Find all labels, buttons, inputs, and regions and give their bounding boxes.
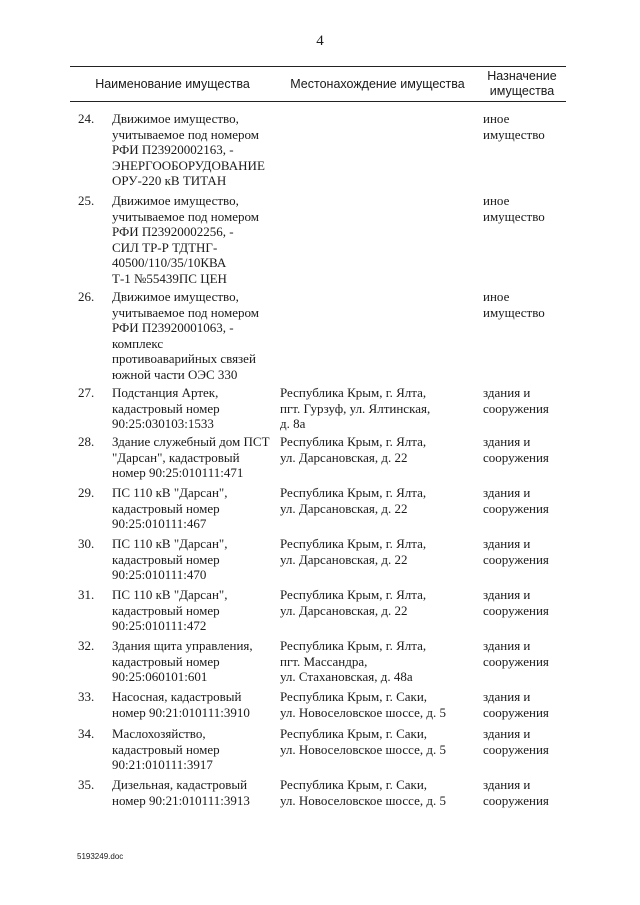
row-number: 31. — [78, 587, 95, 602]
row-number: 26. — [78, 289, 95, 304]
row-number: 24. — [78, 111, 95, 126]
property-name: Дизельная, кадастровый номер 90:21:010111:3913 — [112, 777, 250, 808]
property-purpose: здания и сооружения — [483, 385, 549, 416]
column-header-location: Местонахождение имущества — [290, 77, 465, 91]
property-name: Движимое имущество, учитываемое под номером РФИ П23920001063, - комплекс противоаварийных связей южной части ОЭС 330 — [112, 289, 259, 382]
row-number: 28. — [78, 434, 95, 449]
row-number: 27. — [78, 385, 95, 400]
property-purpose: здания и сооружения — [483, 689, 549, 720]
row-number: 35. — [78, 777, 95, 792]
property-location: Республика Крым, г. Ялта, пгт. Гурзуф, ул. Ялтинская, д. 8а — [280, 385, 431, 432]
property-name: Маслохозяйство, кадастровый номер 90:21:010111:3917 — [112, 726, 220, 773]
row-number: 32. — [78, 638, 95, 653]
property-location: Республика Крым, г. Ялта, ул. Дарсановская, д. 22 — [280, 536, 427, 567]
property-purpose: здания и сооружения — [483, 638, 549, 669]
property-location: Республика Крым, г. Саки, ул. Новоселовское шоссе, д. 5 — [280, 726, 446, 757]
property-purpose: иное имущество — [483, 289, 545, 320]
row-number: 29. — [78, 485, 95, 500]
property-name: ПС 110 кВ "Дарсан", кадастровый номер 90:25:010111:467 — [112, 485, 228, 532]
property-name: ПС 110 кВ "Дарсан", кадастровый номер 90:25:010111:470 — [112, 536, 228, 583]
property-location: Республика Крым, г. Саки, ул. Новоселовское шоссе, д. 5 — [280, 689, 446, 720]
property-purpose: иное имущество — [483, 193, 545, 224]
row-number: 25. — [78, 193, 95, 208]
property-location: Республика Крым, г. Саки, ул. Новоселовское шоссе, д. 5 — [280, 777, 446, 808]
property-name: Здания щита управления, кадастровый номер 90:25:060101:601 — [112, 638, 253, 685]
row-number: 33. — [78, 689, 95, 704]
row-number: 34. — [78, 726, 95, 741]
property-purpose: здания и сооружения — [483, 434, 549, 465]
property-purpose: здания и сооружения — [483, 726, 549, 757]
property-name: Подстанция Артек, кадастровый номер 90:25:030103:1533 — [112, 385, 220, 432]
table-top-rule — [70, 66, 566, 67]
property-location: Республика Крым, г. Ялта, пгт. Массандра, ул. Стахановская, д. 48а — [280, 638, 427, 685]
row-number: 30. — [78, 536, 95, 551]
property-purpose: здания и сооружения — [483, 587, 549, 618]
document-file-name: 5193249.doc — [77, 852, 124, 861]
column-header-name: Наименование имущества — [95, 77, 250, 91]
table-header-rule — [70, 101, 566, 102]
property-name: ПС 110 кВ "Дарсан", кадастровый номер 90:25:010111:472 — [112, 587, 228, 634]
property-purpose: здания и сооружения — [483, 777, 549, 808]
property-location: Республика Крым, г. Ялта, ул. Дарсановская, д. 22 — [280, 587, 427, 618]
property-purpose: здания и сооружения — [483, 485, 549, 516]
property-location: Республика Крым, г. Ялта, ул. Дарсановская, д. 22 — [280, 434, 427, 465]
page-number: 4 — [316, 33, 324, 49]
property-location: Республика Крым, г. Ялта, ул. Дарсановская, д. 22 — [280, 485, 427, 516]
property-name: Здание служебный дом ПСТ "Дарсан", кадастровый номер 90:25:010111:471 — [112, 434, 270, 481]
column-header-purpose: Назначение имущества — [487, 69, 557, 98]
property-name: Движимое имущество, учитываемое под номером РФИ П23920002256, - СИЛ ТР-Р ТДТНГ- 40500/110/35/10КВА Т-1 №55439ПС ЦЕН — [112, 193, 259, 286]
property-name: Насосная, кадастровый номер 90:21:010111:3910 — [112, 689, 250, 720]
property-purpose: здания и сооружения — [483, 536, 549, 567]
property-purpose: иное имущество — [483, 111, 545, 142]
property-name: Движимое имущество, учитываемое под номером РФИ П23920002163, - ЭНЕРГООБОРУДОВАНИЕ ОРУ-220 кВ ТИТАН — [112, 111, 265, 189]
